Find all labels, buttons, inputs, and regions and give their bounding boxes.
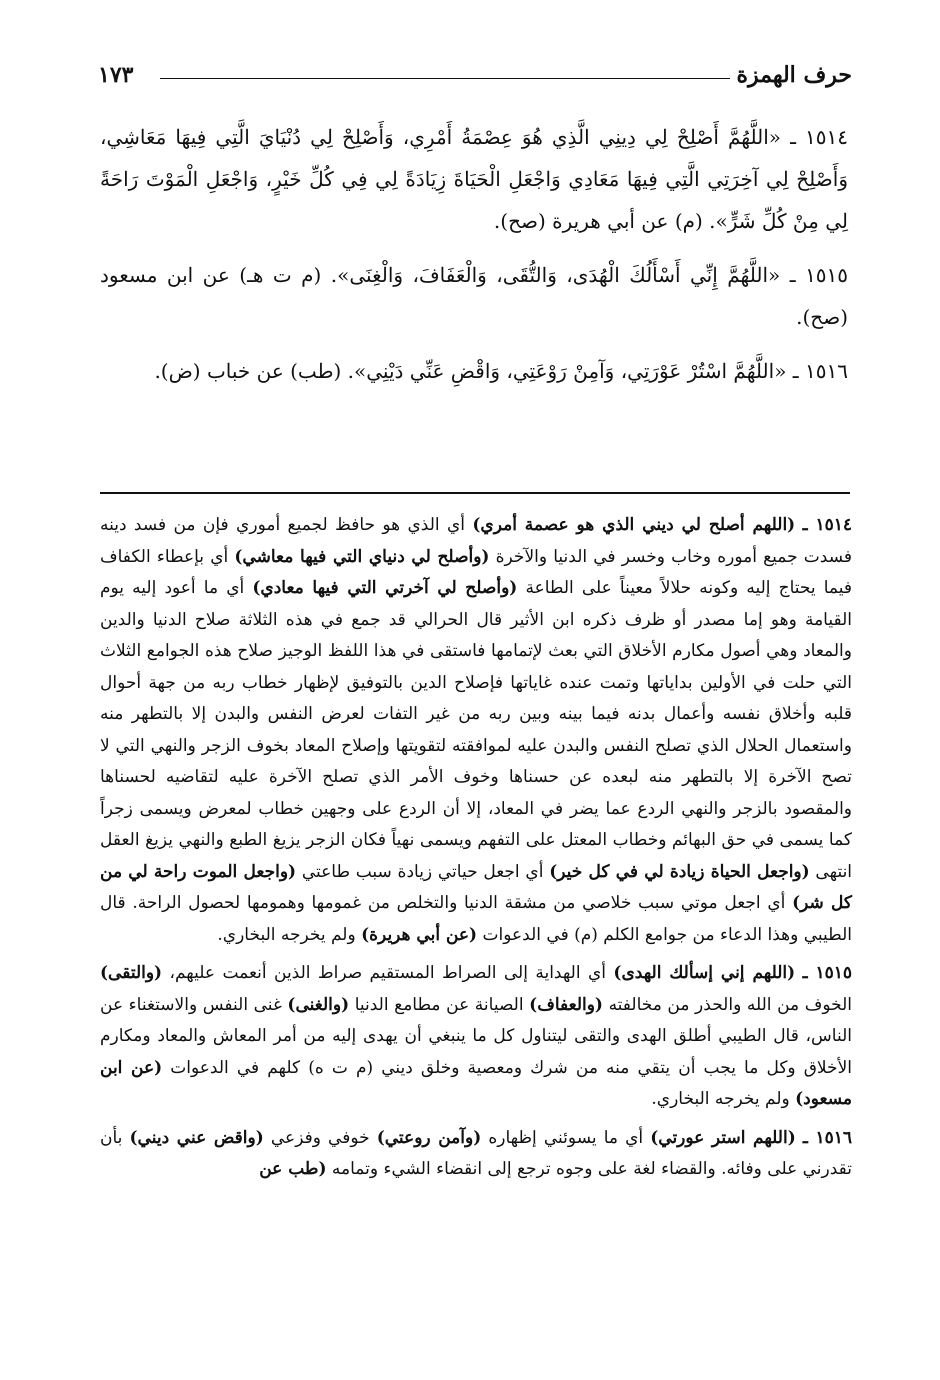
hadith-dash: ـ <box>780 263 796 287</box>
commentary-number: ١٥١٥ ـ <box>802 963 852 983</box>
commentary-text: ولم يخرجه البخاري. <box>217 924 362 945</box>
commentary-number: ١٥١٦ ـ <box>802 1127 853 1148</box>
commentary-text: الصيانة عن مطامع الدنيا <box>349 994 530 1015</box>
header-rule <box>160 78 730 79</box>
hadith-body: «اللَّهُمَّ اسْتُرْ عَوْرَتِي، وَآمِنْ رَوْعَتِي، وَاقْضِ عَنِّي دَيْنِي». (طب) عن خباب (ض). <box>154 359 787 383</box>
commentary-text: أي اجعل موتي سبب خلاصي من مشقة الدنيا والتخلص من غمومها وهمومها لحصول الراحة. قال الطيبي وهذا الدعاء من جوامع الكلم (م) في الدعوات <box>100 893 852 945</box>
hadith-number: ١٥١٥ <box>805 263 849 287</box>
hadith-number: ١٥١٤ <box>805 125 849 149</box>
commentary-text: ولم يخرجه البخاري. <box>651 1089 796 1109</box>
commentary-number: ١٥١٤ ـ <box>802 515 852 535</box>
commentary-quote: (وأصلح لي دنياي التي فيها معاشي) <box>234 546 490 567</box>
commentary-text: أي بإعطاء الكفاف فيما يحتاج إليه وكونه حلالاً معيناً على الطاعة <box>100 546 852 598</box>
commentary-1514 <box>100 510 852 951</box>
commentary-text: أي الهداية إلى الصراط المستقيم صراط الذين أنعمت عليهم، <box>162 963 614 983</box>
commentary-section <box>100 510 852 1193</box>
commentary-quote: (وأصلح لي آخرتي التي فيها معادي) <box>252 578 518 598</box>
commentary-text: أي ما أعود إليه يوم القيامة وهو إما مصدر أو ظرف ذكره ابن الأثير قال الحرالي قد جمع في هذه الثلاثة صلاح الدنيا والدين والمعاد وهي أصول مكارم الأخلاق التي بعث لإتمامها فاستقى في هذا اللفظ الوجيز صلاح هذه الجوامع الثلاث التي حلت في الأولين بداياتها وتمت عنده غاياتها فإصلاح الدين بالتوفيق لإظهار خطاب ربه من جهة أحوال قلبه وأخلاق نفسه وأعمال بدنه فيما بينه وبين ربه من غير التفات لعرض النفس والبدن إلا بالتطهر منه واستعمال الحلال الذي تصلح النفس والبدن عليه لموافقته لتقويتها وإصلاح المعاد بخوف الزجر والنهي التي لا تصح الآخرة إلا بالتطهر منه لبعده عن حسناها وخوف الأمر الذي تصلح الآخرة عليه لتقاضيه لحسناها والمقصود بالزجر والنهي الردع عما يضر في المعاد، إلا أن الردع على وجهين خطاب لمعرض ويسمى زجراً كما يسمى في حق البهائم وخطاب المعتل على التفهم ويسمى نهياً فكان الزجر يزيغ الطبع والنهي يزيغ العقل انتهى <box>100 578 853 882</box>
footnote-separator <box>100 492 850 494</box>
chapter-title: حرف الهمزة <box>736 62 852 88</box>
commentary-quote: (واجعل الموت راحة لي من كل شر) <box>100 861 852 913</box>
hadith-1516 <box>100 350 848 392</box>
page-number: ١٧٣ <box>98 62 134 88</box>
hadith-1514 <box>100 116 848 242</box>
commentary-text: أي اجعل حياتي زيادة سبب طاعتي <box>296 861 550 882</box>
page-header <box>98 60 852 96</box>
commentary-text: الخوف من الله والحذر من مخالفته <box>602 994 852 1015</box>
hadith-dash: ـ <box>786 359 799 383</box>
hadith-text-section <box>100 116 848 404</box>
commentary-quote: (والتقى) <box>100 963 163 983</box>
commentary-quote: (والغنى) <box>287 994 350 1015</box>
commentary-quote: (واجعل الحياة زيادة لي في كل خير) <box>549 861 810 882</box>
commentary-text: خوفي وفزعي <box>263 1127 377 1148</box>
commentary-text: أي الذي هو حافظ لجميع أموري فإن من فسد دينه فسدت جميع أموره وخاب وخسر في الدنيا والآخرة <box>100 515 852 567</box>
hadith-body: «اللَّهُمَّ إِنِّي أَسْأَلُكَ الْهُدَى، وَالتُّقَى، وَالْعَفَافَ، وَالْغِنَى». (م ت هـ) عن ابن مسعود (صح). <box>100 263 848 329</box>
hadith-1515 <box>100 254 848 338</box>
hadith-body: «اللَّهُمَّ أَصْلِحْ لِي دِينِي الَّذِي هُوَ عِصْمَةُ أَمْرِي، وَأَصْلِحْ لِي دُنْيَايَ الَّتِي فِيهَا مَعَاشِي، وَأَصْلِحْ لِي آخِرَتِي الَّتِي فِيهَا مَعَادِي وَاجْعَلِ الْحَيَاةَ زِيَادَةً لِي فِي كُلِّ خَيْرٍ، وَاجْعَلِ الْمَوْتَ رَاحَةً لِي مِنْ كُلِّ شَرٍّ». (م) عن أبي هريرة (صح). <box>100 125 848 233</box>
commentary-quote: (اللهم استر عورتي) <box>650 1127 796 1148</box>
hadith-dash: ـ <box>781 125 796 149</box>
commentary-text: غنى النفس والاستغناء عن الناس، قال الطيبي أطلق الهدى والتقى ليتناول كل ما ينبغي أن يهدى إليه من أمر المعاش والمعاد ومكارم الأخلاق وكل ما يجب أن يتقي منه من شرك ومعصية وخلق ديني (م ت ه) كلهم في الدعوات <box>100 994 852 1078</box>
commentary-quote: (والعفاف) <box>529 994 603 1015</box>
commentary-quote: (طب عن <box>259 1159 327 1179</box>
hadith-number: ١٥١٦ <box>805 359 848 383</box>
commentary-quote: (اللهم أصلح لي ديني الذي هو عصمة أمري) <box>472 515 796 535</box>
commentary-1515 <box>100 958 852 1116</box>
commentary-1516 <box>100 1123 852 1186</box>
commentary-quote: (واقض عني ديني) <box>129 1127 264 1148</box>
commentary-text: أي ما يسوئني إظهاره <box>481 1127 651 1148</box>
commentary-quote: (عن ابن مسعود) <box>100 1057 852 1109</box>
commentary-quote: (عن أبي هريرة) <box>361 924 478 945</box>
commentary-quote: (اللهم إني إسألك الهدى) <box>613 963 796 983</box>
commentary-quote: (وآمن روعتي) <box>376 1127 482 1148</box>
commentary-text: بأن تقدرني على وفائه. والقضاء لغة على وجوه ترجع إلى انقضاء الشيء وتمامه <box>100 1127 852 1179</box>
